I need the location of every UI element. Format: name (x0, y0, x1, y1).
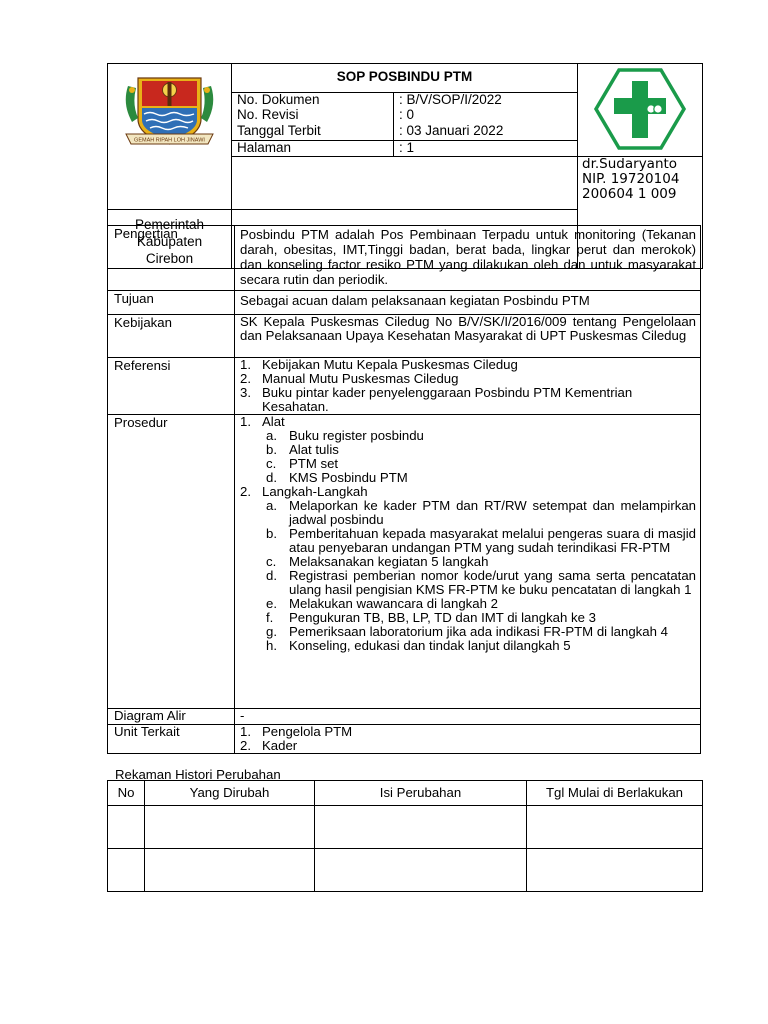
unit-list (235, 725, 701, 754)
empty-header-cell (232, 157, 578, 210)
history-col-tgl-mulai: Tgl Mulai di Berlakukan (527, 781, 703, 806)
list-item: 1. Alat a. Buku register posbindu b. Alat tulis c. PTM set d. KMS Posbindu PTM (240, 415, 696, 485)
referensi-list (235, 358, 701, 415)
history-col-yang-dirubah: Yang Dirubah (145, 781, 315, 806)
meta-label-halaman: Halaman (232, 140, 394, 156)
gov-line-1: Pemerintah (134, 217, 205, 232)
meta-value-tanggal: : 03 Januari 2022 (394, 124, 578, 140)
pengertian-label: Pengertian (108, 226, 235, 291)
list-item: b. Pemberitahuan kepada masyarakat melalui pengeras suara di masjid atau penyebaran undangan PTM yang sudah terindikasi FR-PTM (266, 526, 696, 555)
gov-line-2: Kabupaten (136, 234, 203, 249)
clinic-logo-cell (578, 64, 703, 157)
list-item: g. Pemeriksaan laboratorium jika ada indikasi FR-PTM di langkah 4 (266, 624, 668, 639)
tujuan-text: Sebagai acuan dalam pelaksanaan kegiatan Posbindu PTM (235, 291, 701, 315)
cirebon-crest-icon (108, 64, 231, 153)
kebijakan-text: SK Kepala Puskesmas Ciledug No B/V/SK/I/2016/009 tentang Pengelolaan dan Pelaksanaan Upaya Kesehatan Masyarakat di UPT Puskesmas Ciledug (235, 315, 701, 358)
table-row (108, 806, 703, 849)
diagram-text: - (235, 709, 701, 725)
list-item: f. Pengukuran TB, BB, LP, TD dan IMT di langkah ke 3 (266, 610, 596, 625)
document-title: SOP POSBINDU PTM (232, 64, 578, 93)
logo-cell (108, 64, 232, 210)
list-item: 2. Manual Mutu Puskesmas Ciledug (240, 371, 459, 386)
list-item: 3. Buku pintar kader penyelenggaraan Posbindu PTM Kementrian Kesahatan. (240, 385, 633, 414)
meta-label-dokumen: No. Dokumen (232, 92, 394, 108)
meta-label-revisi: No. Revisi (232, 108, 394, 124)
history-col-isi-perubahan: Isi Perubahan (315, 781, 527, 806)
list-item: e. Melakukan wawancara di langkah 2 (266, 596, 498, 611)
history-table (107, 780, 703, 892)
list-item: h. Konseling, edukasi dan tindak lanjut dilangkah 5 (266, 638, 571, 653)
list-item: 2. Kader (240, 738, 298, 753)
table-row (108, 849, 703, 892)
diagram-label: Diagram Alir (108, 709, 235, 725)
meta-value-revisi: : 0 (394, 108, 578, 124)
prosedur-list (235, 415, 701, 709)
list-item: b. Alat tulis (266, 442, 339, 457)
signer-nip-cont: 200604 1 009 (582, 186, 677, 202)
list-item: d. KMS Posbindu PTM (266, 470, 408, 485)
list-item: a. Melaporkan ke kader PTM dan RT/RW setempat dan melampirkan jadwal posbindu (266, 498, 696, 527)
gov-line-3: Cirebon (145, 251, 194, 266)
meta-label-tanggal: Tanggal Terbit (232, 124, 394, 140)
meta-value-halaman: : 1 (394, 140, 578, 156)
list-item: c. Melaksanakan kegiatan 5 langkah (266, 554, 489, 569)
unit-label: Unit Terkait (108, 725, 235, 754)
puskesmas-logo-icon (578, 64, 702, 153)
list-item: d. Registrasi pemberian nomor kode/urut yang sama serta pencatatan ulang hasil pengisian KMS FR-PTM ke buku pencatatan di langkah 1 (266, 568, 696, 597)
list-item: 1. Kebijakan Mutu Kepala Puskesmas Ciledug (240, 357, 518, 372)
referensi-label: Referensi (108, 358, 235, 415)
list-item: 2. Langkah-Langkah a. Melaporkan ke kader PTM dan RT/RW setempat dan melampirkan jadwal posbindu b. Pemberitahuan kepada masyarakat melalui pengeras suara di masjid atau penyebaran undangan PTM yang sudah terindikasi FR-PTM c. Melaksanakan kegiatan 5 langkah d. Registrasi pemberian nomor kode/urut yang sama serta pencatatan ulang hasil pengisian KMS FR-PTM ke buku pencatatan di langkah 1 e. Melakukan wawancara di langkah 2 f. Pengukuran TB, BB, LP, TD dan IMT di langkah ke 3 g. Pemeriksaan laboratorium jika ada indikasi FR-PTM di langkah 4 h. Konseling, edukasi dan tindak lanjut dilangkah 5 (240, 484, 696, 653)
logo-motto: GEMAH RIPAH LOH JINAWI (134, 137, 205, 144)
kebijakan-label: Kebijakan (108, 315, 235, 358)
meta-value-dokumen: : B/V/SOP/I/2022 (394, 92, 578, 108)
signer-name: dr.Sudaryanto (582, 156, 678, 172)
prosedur-label: Prosedur (108, 415, 235, 709)
pengertian-text: Posbindu PTM adalah Pos Pembinaan Terpadu untuk monitoring (Tekanan darah, obesitas, IMT,Tinggi badan, berat bada, lingkar perut dan merokok) dan konseling factor resiko PTM yang dilakukan oleh dan untuk masyarakat secara rutin dan periodik. (235, 226, 701, 291)
sop-content-table (107, 225, 701, 754)
list-item: a. Buku register posbindu (266, 428, 424, 443)
list-item: 1. Pengelola PTM (240, 724, 353, 739)
history-title: Rekaman Histori Perubahan (115, 767, 281, 782)
tujuan-label: Tujuan (108, 291, 235, 315)
list-item: c. PTM set (266, 456, 339, 471)
signer-nip: NIP. 19720104 (582, 171, 680, 187)
history-col-no: No (108, 781, 145, 806)
